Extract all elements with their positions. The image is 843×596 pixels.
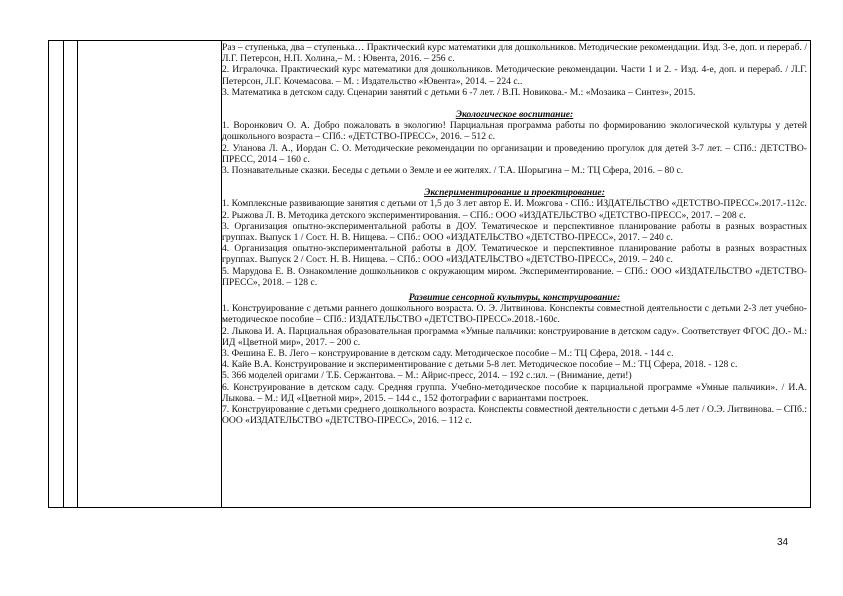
section-heading: Экспериментирование и проектирование: <box>424 187 605 199</box>
list-item: 3. Познавательные сказки. Беседы с детьми о Земле и ее жителях. / Т.А. Шорыгина – М.: ТЦ Сфера, 2016. – 80 с. <box>222 165 684 177</box>
list-item: 2. Лыкова И. А. Парциальная образовательная программа «Умные пальчики: конструирование в детском саду». Соответствует ФГОС ДО.- М.: ИД «Цветной мир», 2017. – 200 с. <box>222 325 807 348</box>
table-column-divider <box>77 41 78 507</box>
list-item: 4. Организация опытно-экспериментальной работы в ДОУ. Тематическое и перспективное планирование работы в разных возрастных группах. Выпуск 2 / Сост. Н. В. Нищева. – СПб.: ООО «ИЗДАТЕЛЬСТВО «ДЕТСТВО-ПРЕСС», 2019. – 240 с. <box>222 243 807 266</box>
list-item: 3. Математика в детском саду. Сценарии занятий с детьми 6 -7 лет. / В.П. Новикова.- М.: «Мозаика – Синтез», 2015. <box>222 86 696 98</box>
list-item: 5. Марудова Е. В. Ознакомление дошкольников с окружающим миром. Экспериментирование. – СПб.: ООО «ИЗДАТЕЛЬСТВО «ДЕТСТВО-ПРЕСС», 2018. – 128 с. <box>222 265 807 288</box>
section-math <box>222 42 807 98</box>
list-item: 5. 366 моделей оригами / Т.Б. Сержантова. – М.: Айрис-пресс, 2014. – 192 с.:ил. – (Внимание, дети!) <box>222 370 632 382</box>
section-heading: Развитие сенсорной культуры, конструирование: <box>408 292 621 304</box>
list-item: 1. Комплексные развивающие занятия с детьми от 1,5 до 3 лет автор Е. И. Можгова - СПб.: ИЗДАТЕЛЬСТВО «ДЕТСТВО-ПРЕСС».2017.-112с. <box>222 198 807 210</box>
list-item: 4. Кайе В.А. Конструирование и экспериментирование с детьми 5-8 лет. Методическое пособие – М.: ТЦ Сфера, 2018. - 128 с. <box>222 359 738 371</box>
page-number: 34 <box>777 537 789 548</box>
list-item: 2. Игралочка. Практический курс математики для дошкольников. Методические рекомендации. Части 1 и 2. - Изд. 4-е, доп. и перераб. / Л.Г. Петерсон, Л.Г. Кочемасова. – М. : Издательство «Ювента», 2014. – 224 с.. <box>222 64 807 87</box>
section-experiment <box>222 187 807 288</box>
list-item: Раз – ступенька, два – ступенька… Практический курс математики для дошкольников. Методические рекомендации. Изд. 3-е, доп. и перераб. / Л.Г. Петерсон, Н.П. Холина,– М. : Ювента, 2016. – 256 с. <box>222 42 807 65</box>
list-item: 2. Рыжова Л. В. Методика детского экспериментирования. – СПб.: ООО «ИЗДАТЕЛЬСТВО «ДЕТСТВО-ПРЕСС», 2017. – 208 с. <box>222 209 746 221</box>
table-column-divider <box>63 41 64 507</box>
list-item: 1. Конструирование с детьми раннего дошкольного возраста. О. Э. Литвинова. Конспекты совместной деятельности с детьми 2-3 лет учебно-методическое пособие – СПб.: ИЗДАТЕЛЬСТВО «ДЕТСТВО-ПРЕСС».2018.-160с. <box>222 303 807 326</box>
list-item: 3. Организация опытно-экспериментальной работы в ДОУ. Тематическое и перспективное планирование работы в разных возрастных группах. Выпуск 1 / Сост. Н. В. Нищева. – СПб.: ООО «ИЗДАТЕЛЬСТВО «ДЕТСТВО-ПРЕСС», 2017. – 240 с. <box>222 220 807 244</box>
table-content-cell <box>222 42 807 427</box>
section-heading: Экологическое воспитание: <box>455 109 574 121</box>
list-item: 3. Фешина Е. В. Лего – конструирование в детском саду. Методическое пособие – М.: ТЦ Сфера, 2018. - 144 с. <box>222 348 674 360</box>
section-sensory <box>222 292 807 426</box>
list-item: 1. Воронкович О. А. Добро пожаловать в экологию! Парциальная программа работы по формированию экологической культуры у детей дошкольного возраста – СПб.: «ДЕТСТВО-ПРЕСС», 2016. – 512 с. <box>222 120 807 143</box>
list-item: 7. Конструирование с детьми среднего дошкольного возраста. Конспекты совместной деятельности с детьми 4-5 лет / О.Э. Литвинова. – СПб.: ООО «ИЗДАТЕЛЬСТВО «ДЕТСТВО-ПРЕСС», 2016. – 112 с. <box>222 404 807 427</box>
list-item: 2. Уланова Л. А., Иордан С. О. Методические рекомендации по организации и проведению прогулок для детей 3-7 лет. – СПб.: ДЕТСТВО-ПРЕСС, 2014 – 160 с. <box>222 142 807 165</box>
section-ecology <box>222 109 807 176</box>
list-item: 6. Конструирование в детском саду. Средняя группа. Учебно-методическое пособие к парциальной программе «Умные пальчики». / И.А. Лыкова. – М.: ИД «Цветной мир», 2015. – 144 с., 152 фотографии с вариантами построек. <box>222 381 807 404</box>
